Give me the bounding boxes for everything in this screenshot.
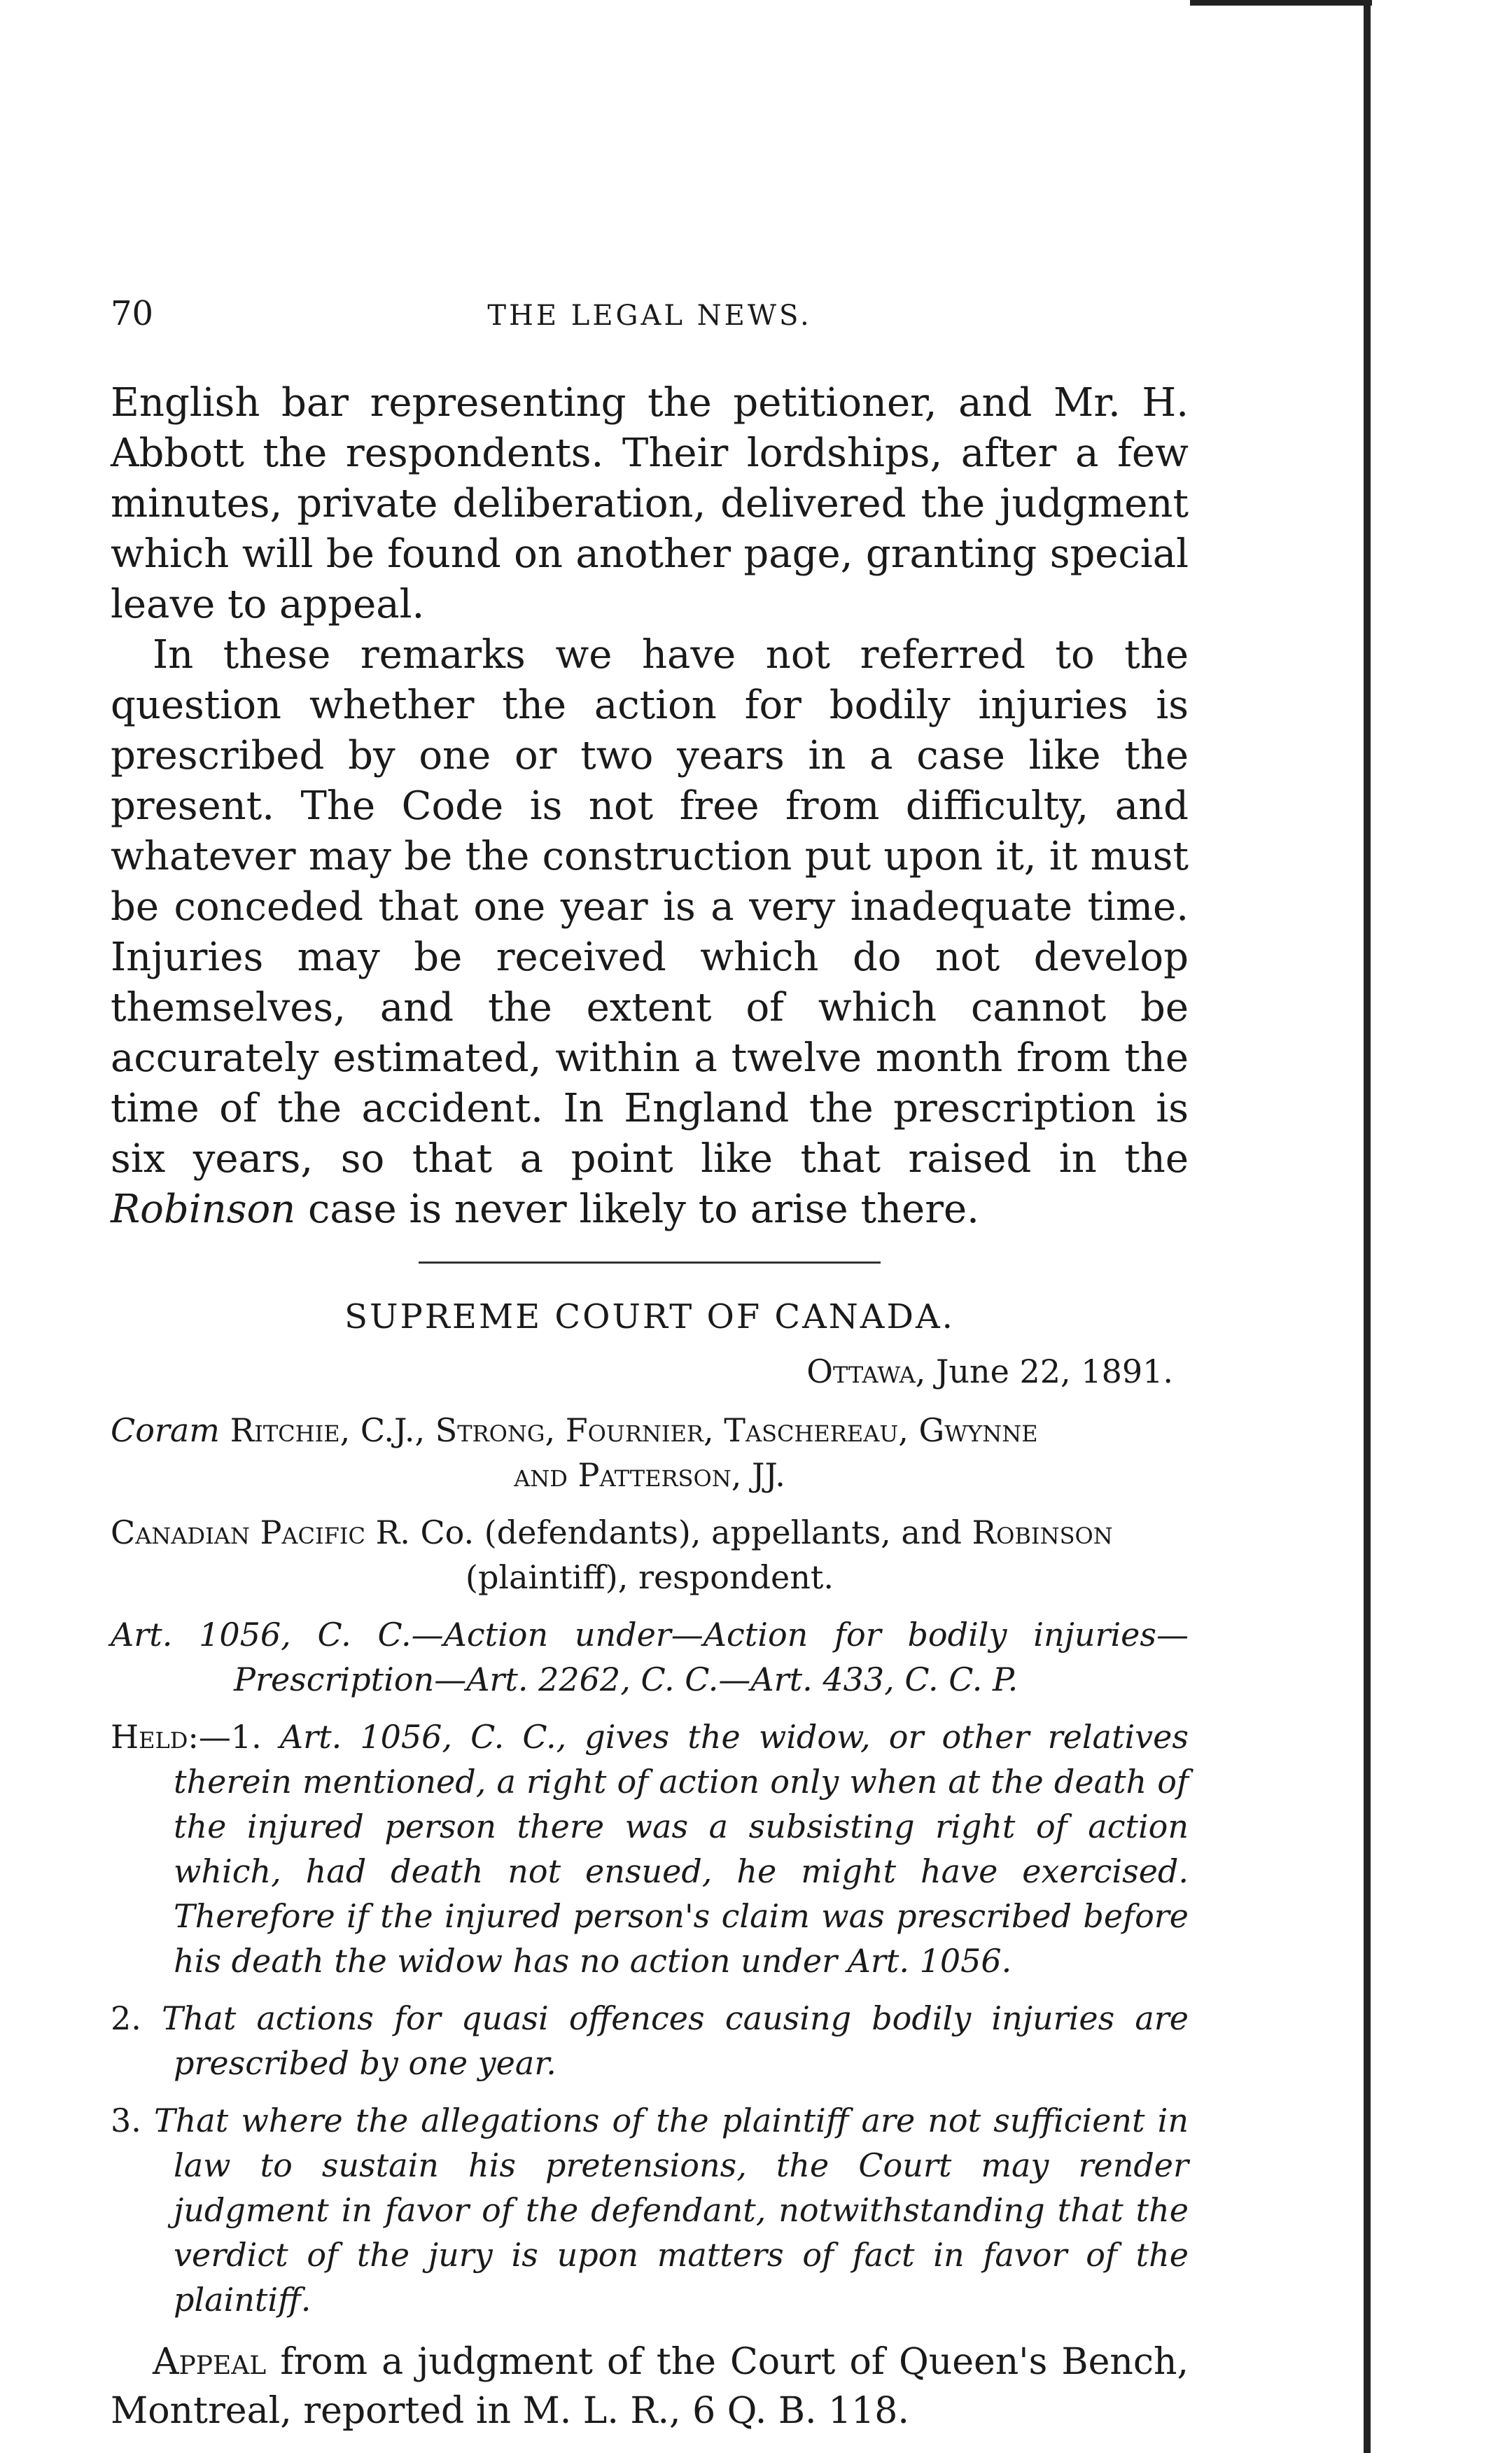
court-heading: SUPREME COURT OF CANADA. [344,1297,955,1336]
appeal-text: from a judgment of the Court of Queen's Bench, Montreal, reported in M. L. R., 6 Q. B. 118. [111,2341,1189,2432]
parties-middle: R. Co. (defendants), appellants, and [375,1514,962,1551]
running-title: THE LEGAL NEWS. [487,300,812,332]
intro-paragraph-1: English bar representing the petitioner, and Mr. H. Abbott the respondents. Their lordships, after a few minutes, private deliberation, delivered the judgment which will be found on another page, granting special leave to appeal. [111,380,1189,627]
held-3 [111,2098,1189,2322]
case-name-italic: Robinson [111,1187,296,1232]
intro-paragraph-2 [111,630,1189,1235]
page-number: 70 [111,294,154,333]
coram-line [111,1408,1189,1453]
appeal-paragraph [111,2337,1189,2435]
parties-line [111,1510,1189,1555]
party-appellant: Canadian Pacific [111,1514,365,1551]
page-edge-line [1364,0,1371,2453]
date: June 22, 1891. [935,1353,1173,1390]
held-label: Held [111,1718,188,1756]
held-3-number: 3. [111,2102,141,2139]
held-1-text: Art. 1056, C. C., gives the widow, or other relatives therein mentioned, a right of action only when at the death of the injured person there was a subsisting right of action which, had death not ensued, he might have exercised. Therefore if the injured person's claim was prescribed before his death the widow has no action under Art. 1056. [174,1718,1189,1980]
held-1 [111,1714,1189,1983]
held-2-text: That actions for quasi offences causing bodily injuries are prescribed by one year. [162,1999,1189,2082]
dateline [111,1349,1173,1394]
party-respondent: Robinson [972,1514,1113,1551]
place: Ottawa, [806,1353,926,1390]
parties-continued: (plaintiff), respondent. [465,1558,834,1596]
page-edge-top [1190,0,1372,6]
appeal-label: Appeal [153,2341,267,2383]
held-2 [111,1996,1189,2085]
coram-continued: and Patterson, JJ. [514,1456,785,1494]
held-3-text: That where the allegations of the plaintiff are not sufficient in law to sustain his pretensions, the Court may render judgment in favor of the defendant, notwithstanding that the verdict of the jury is upon matters of fact in favor of the plaintiff. [154,2102,1189,2319]
headnote: Art. 1056, C. C.—Action under—Action for bodily injuries—Prescription—Art. 2262, C. C.—Art. 433, C. C. P. [111,1616,1189,1698]
held-1-prefix: :—1. [188,1718,262,1756]
intro-paragraph-2-end: case is never likely to arise there. [308,1187,979,1232]
section-divider [419,1262,881,1264]
intro-paragraph-2-text: In these remarks we have not referred to the question whether the action for bodily injuries is prescribed by one or two years in a case like the present. The Code is not free from difficulty, and whatever may be the construction put upon it, it must be conceded that one year is a very inadequate time. Injuries may be received which do not develop themselves, and the extent of which cannot be accurately estimated, within a twelve month from the time of the accident. In England the prescription is six years, so that a point like that raised in the [111,632,1189,1182]
coram-word: Coram [111,1411,220,1449]
page-header [111,294,1189,350]
coram-judges: Ritchie, C.J., Strong, Fournier, Taschereau, Gwynne [230,1411,1038,1449]
page-body [111,378,1189,2435]
held-2-number: 2. [111,1999,141,2037]
